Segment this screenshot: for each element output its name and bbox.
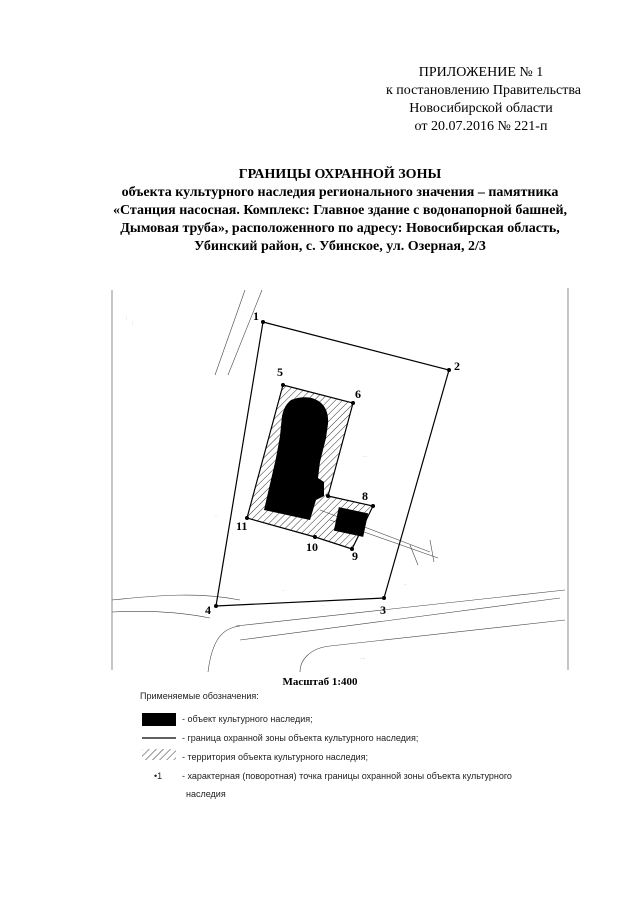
title-line-4: Дымовая труба», расположенного по адресу: Новосибирская область, <box>120 221 560 236</box>
svg-text:··: ·· <box>322 603 325 608</box>
point-label-6: 6 <box>355 387 361 401</box>
svg-text:···: ··· <box>130 321 135 325</box>
svg-text:··: ·· <box>215 514 218 519</box>
point-label-5: 5 <box>277 365 283 379</box>
svg-text:··: ·· <box>282 588 285 593</box>
svg-text:···: ··· <box>363 454 367 459</box>
legend-item-object-text: - объект культурного наследия; <box>182 714 313 724</box>
map-background-lines <box>112 288 568 672</box>
legend-title: Применяемые обозначения: <box>140 691 259 701</box>
legend-point-symbol: •1 <box>154 771 163 781</box>
appendix-title: ПРИЛОЖЕНИЕ № 1 <box>418 65 544 80</box>
point-label-1: 1 <box>253 309 259 323</box>
svg-text:····: ···· <box>360 656 366 661</box>
appendix-line-2: к постановлению Правительства <box>386 83 582 98</box>
title-line-3: «Станция насосная. Комплекс: Главное здание с водонапорной башней, <box>112 203 568 218</box>
appendix-line-3: Новосибирской области <box>409 101 553 116</box>
legend-item-point-continuation: наследия <box>186 789 226 799</box>
title-line-1: ГРАНИЦЫ ОХРАННОЙ ЗОНЫ <box>238 167 442 182</box>
svg-text:···: ··· <box>124 316 129 320</box>
legend-territory-symbol <box>142 749 176 760</box>
point-label-11: 11 <box>236 519 248 533</box>
title-line-2: объекта культурного наследия регионального значения – памятника <box>121 185 559 200</box>
point-label-10: 10 <box>306 540 318 554</box>
map-scale: Масштаб 1:400 <box>282 676 358 688</box>
point-label-9: 9 <box>352 549 358 563</box>
appendix-date: от 20.07.2016 № 221-п <box>414 119 548 134</box>
title-line-5: Убинский район, с. Убинское, ул. Озерная, 2/3 <box>194 239 486 254</box>
point-label-7: 7 <box>316 485 322 499</box>
legend-item-point-text: - характерная (поворотная) точка границы охранной зоны объекта культурного <box>182 771 512 781</box>
legend-object-symbol <box>142 713 176 726</box>
legend-item-boundary-text: - граница охранной зоны объекта культурного наследия; <box>182 733 419 743</box>
legend-item-territory-text: - территория объекта культурного наследия; <box>182 752 369 762</box>
legend <box>140 691 512 799</box>
point-label-4: 4 <box>205 603 211 617</box>
point-label-8: 8 <box>362 489 368 503</box>
svg-text:··: ·· <box>404 582 407 587</box>
point-label-2: 2 <box>454 359 460 373</box>
point-label-3: 3 <box>380 603 386 617</box>
